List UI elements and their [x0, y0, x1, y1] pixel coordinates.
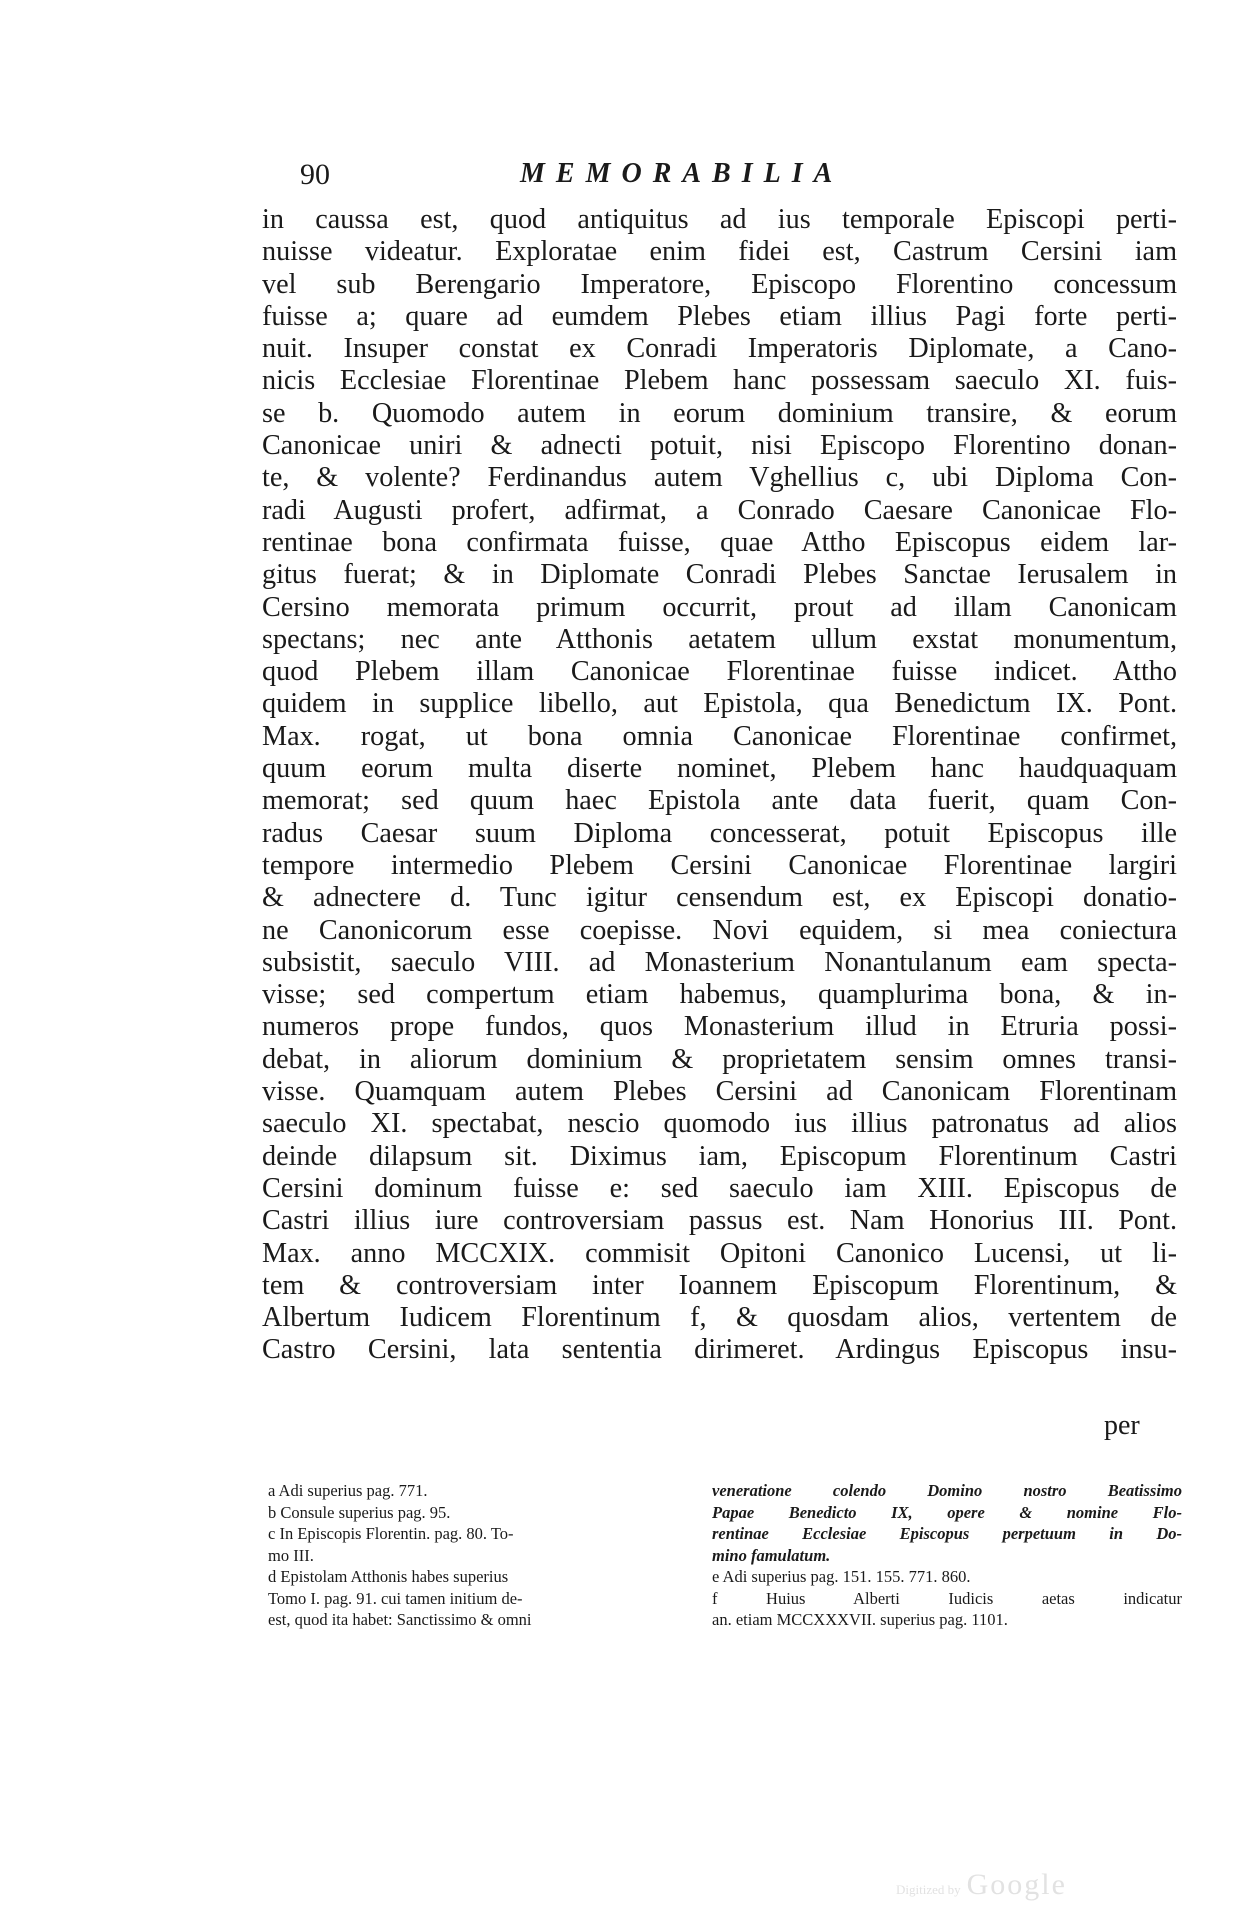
footnotes-left: [268, 1480, 738, 1631]
text-line: nuisse videatur. Exploratae enim fidei est, Castrum Cersini iam: [262, 236, 1177, 268]
text-line: & adnectere d. Tunc igitur censendum est, ex Episcopi donatio-: [262, 882, 1177, 914]
text-line: Albertum Iudicem Florentinum f, & quosdam alios, vertentem de: [262, 1302, 1177, 1334]
text-line: gitus fuerat; & in Diplomate Conradi Plebes Sanctae Ierusalem in: [262, 559, 1177, 591]
footnote-line: mino famulatum.: [712, 1545, 831, 1565]
text-line: numeros prope fundos, quos Monasterium illud in Etruria possi-: [262, 1011, 1177, 1043]
text-line: te, & volente? Ferdinandus autem Vghellius c, ubi Diploma Con-: [262, 462, 1177, 494]
text-line: radi Augusti profert, adfirmat, a Conrado Caesare Canonicae Flo-: [262, 494, 1177, 526]
digitized-watermark: [896, 1868, 1067, 1902]
text-line: subsistit, saeculo VIII. ad Monasterium Nonantulanum eam specta-: [262, 946, 1177, 978]
footnote-line: d Epistolam Atthonis habes superius: [268, 1567, 509, 1586]
footnote-line: est, quod ita habet: Sanctissimo & omni: [268, 1610, 532, 1629]
text-line: saeculo XI. spectabat, nescio quomodo ius illius patronatus ad alios: [262, 1108, 1177, 1140]
text-line: tem & controversiam inter Ioannem Episcopum Florentinum, &: [262, 1269, 1177, 1301]
footnote-line: mo III.: [268, 1545, 314, 1565]
text-line: radus Caesar suum Diploma concesserat, potuit Episcopus ille: [262, 817, 1177, 849]
footnote-line: a Adi superius pag. 771.: [268, 1481, 428, 1500]
text-line: quod Plebem illam Canonicae Florentinae fuisse indicet. Attho: [262, 656, 1177, 688]
text-line: Cersino memorata primum occurrit, prout ad illam Canonicam: [262, 591, 1177, 623]
page-number: 90: [300, 158, 330, 191]
text-line: tempore intermedio Plebem Cersini Canonicae Florentinae largiri: [262, 849, 1177, 881]
text-line: nicis Ecclesiae Florentinae Plebem hanc possessam saeculo XI. fuis-: [262, 365, 1177, 397]
text-line: fuisse a; quare ad eumdem Plebes etiam illius Pagi forte perti-: [262, 300, 1177, 332]
text-line: deinde dilapsum sit. Diximus iam, Episcopum Florentinum Castri: [262, 1140, 1177, 1172]
text-line: debat, in aliorum dominium & proprietatem sensim omnes transi-: [262, 1043, 1177, 1075]
text-line: visse. Quamquam autem Plebes Cersini ad Canonicam Florentinam: [262, 1076, 1177, 1108]
footnote-line: f Huius Alberti Iudicis aetas indicatur: [712, 1588, 1182, 1608]
text-line: se b. Quomodo autem in eorum dominium transire, & eorum: [262, 397, 1177, 429]
footnote-line: e Adi superius pag. 151. 155. 771. 860.: [712, 1567, 971, 1586]
text-line: visse; sed compertum etiam habemus, quamplurima bona, & in-: [262, 979, 1177, 1011]
watermark-prefix: Digitized by: [896, 1882, 961, 1897]
footnote-line: rentinae Ecclesiae Episcopus perpetuum in Do-: [712, 1524, 1182, 1543]
text-line: Max. anno MCCXIX. commisit Opitoni Canonico Lucensi, ut li-: [262, 1237, 1177, 1269]
text-line: quum eorum multa diserte nominet, Plebem hanc haudquaquam: [262, 753, 1177, 785]
footnote-line: veneratione colendo Domino nostro Beatissimo: [712, 1481, 1182, 1500]
footnote-line: c In Episcopis Florentin. pag. 80. To-: [268, 1524, 514, 1543]
footnotes-right: [712, 1480, 1182, 1631]
text-line: spectans; nec ante Atthonis aetatem ullum exstat monumentum,: [262, 623, 1177, 655]
text-line: Canonicae uniri & adnecti potuit, nisi Episcopo Florentino donan-: [262, 430, 1177, 462]
text-line: vel sub Berengario Imperatore, Episcopo Florentino concessum: [262, 268, 1177, 300]
main-text: [262, 204, 1177, 1367]
text-line: ne Canonicorum esse coepisse. Novi equidem, si mea coniectura: [262, 914, 1177, 946]
text-line: rentinae bona confirmata fuisse, quae Attho Episcopus eidem lar-: [262, 526, 1177, 558]
text-line: memorat; sed quum haec Epistola ante data fuerit, quam Con-: [262, 785, 1177, 817]
text-line: quidem in supplice libello, aut Epistola, qua Benedictum IX. Pont.: [262, 688, 1177, 720]
running-title: MEMORABILIA: [520, 158, 844, 189]
text-line: Cersini dominum fuisse e: sed saeculo iam XIII. Episcopus de: [262, 1172, 1177, 1204]
text-line: nuit. Insuper constat ex Conradi Imperatoris Diplomate, a Cano-: [262, 333, 1177, 365]
watermark-brand: Google: [966, 1868, 1067, 1901]
footnote-line: b Consule superius pag. 95.: [268, 1502, 451, 1522]
footnote-line: Papae Benedicto IX, opere & nomine Flo-: [712, 1502, 1182, 1522]
footnote-line: Tomo I. pag. 91. cui tamen initium de-: [268, 1588, 523, 1608]
text-line: Max. rogat, ut bona omnia Canonicae Florentinae confirmet,: [262, 720, 1177, 752]
footnote-line: an. etiam MCCXXXVII. superius pag. 1101.: [712, 1610, 1008, 1629]
text-line: in caussa est, quod antiquitus ad ius temporale Episcopi perti-: [262, 204, 1177, 235]
text-line: Castro Cersini, lata sententia dirimeret. Ardingus Episcopus insu-: [262, 1334, 1177, 1366]
text-line: Castri illius iure controversiam passus est. Nam Honorius III. Pont.: [262, 1205, 1177, 1237]
page-header: [300, 158, 920, 194]
catchword: per: [1104, 1410, 1140, 1441]
